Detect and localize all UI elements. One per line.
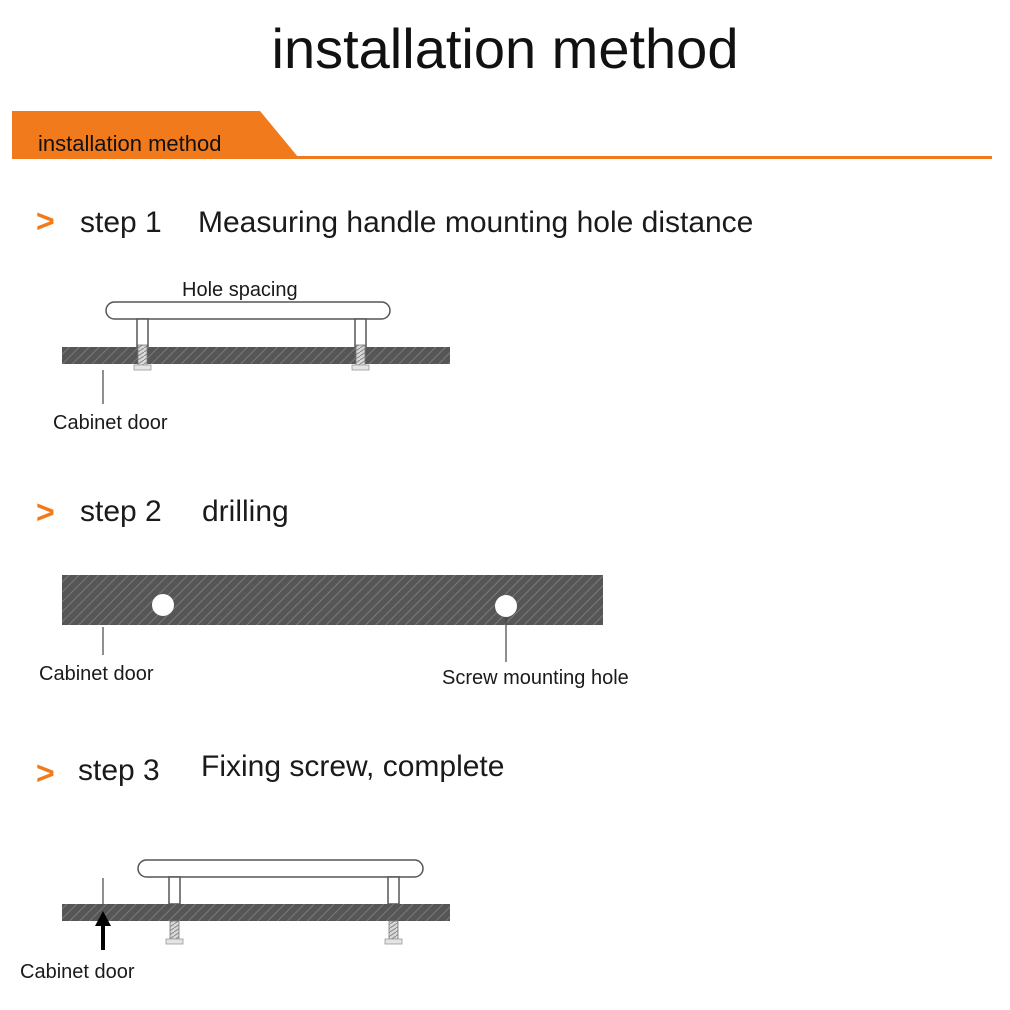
step3-handle-post-right bbox=[388, 877, 399, 904]
step1-screw-head-left bbox=[134, 365, 151, 370]
step3-diagram bbox=[62, 860, 450, 950]
step1-diagram bbox=[62, 302, 450, 404]
step1-marker-icon: > bbox=[36, 203, 55, 239]
page-title: installation method bbox=[271, 17, 739, 80]
step1-handle-post-right bbox=[355, 319, 366, 347]
step1-hole-spacing-label: Hole spacing bbox=[182, 279, 298, 301]
step2-cabinet-door-board bbox=[62, 575, 603, 625]
step1-cabinet-door-label: Cabinet door bbox=[53, 412, 168, 434]
step2-title: drilling bbox=[202, 495, 289, 528]
step1-screw-right bbox=[356, 345, 365, 366]
step3-title: Fixing screw, complete bbox=[201, 750, 505, 783]
step2-marker-icon: > bbox=[36, 494, 55, 530]
step3-handle-post-left bbox=[169, 877, 180, 904]
step3-marker-icon: > bbox=[36, 755, 55, 791]
step2-hole-right bbox=[495, 595, 517, 617]
step3-screw-right bbox=[389, 921, 398, 939]
step3-screw-head-left bbox=[166, 939, 183, 944]
step2-cabinet-door-label: Cabinet door bbox=[39, 663, 154, 685]
step1-handle-bar bbox=[106, 302, 390, 319]
banner-label: installation method bbox=[38, 131, 222, 156]
step1-screw-left bbox=[138, 345, 147, 366]
step3-handle-bar bbox=[138, 860, 423, 877]
step3-screw-left bbox=[170, 921, 179, 939]
step1-number: step 1 bbox=[80, 206, 162, 239]
step2-diagram bbox=[62, 575, 603, 662]
step2-screw-hole-label: Screw mounting hole bbox=[442, 667, 629, 689]
step3-cabinet-door-board bbox=[62, 904, 450, 921]
step1-cabinet-door-board bbox=[62, 347, 450, 364]
step2-hole-left bbox=[152, 594, 174, 616]
step1-title: Measuring handle mounting hole distance bbox=[198, 206, 754, 239]
step2-number: step 2 bbox=[80, 495, 162, 528]
step3-cabinet-door-label: Cabinet door bbox=[20, 961, 135, 983]
step1-screw-head-right bbox=[352, 365, 369, 370]
step3-number: step 3 bbox=[78, 754, 160, 787]
step1-handle-post-left bbox=[137, 319, 148, 347]
step3-screw-head-right bbox=[385, 939, 402, 944]
